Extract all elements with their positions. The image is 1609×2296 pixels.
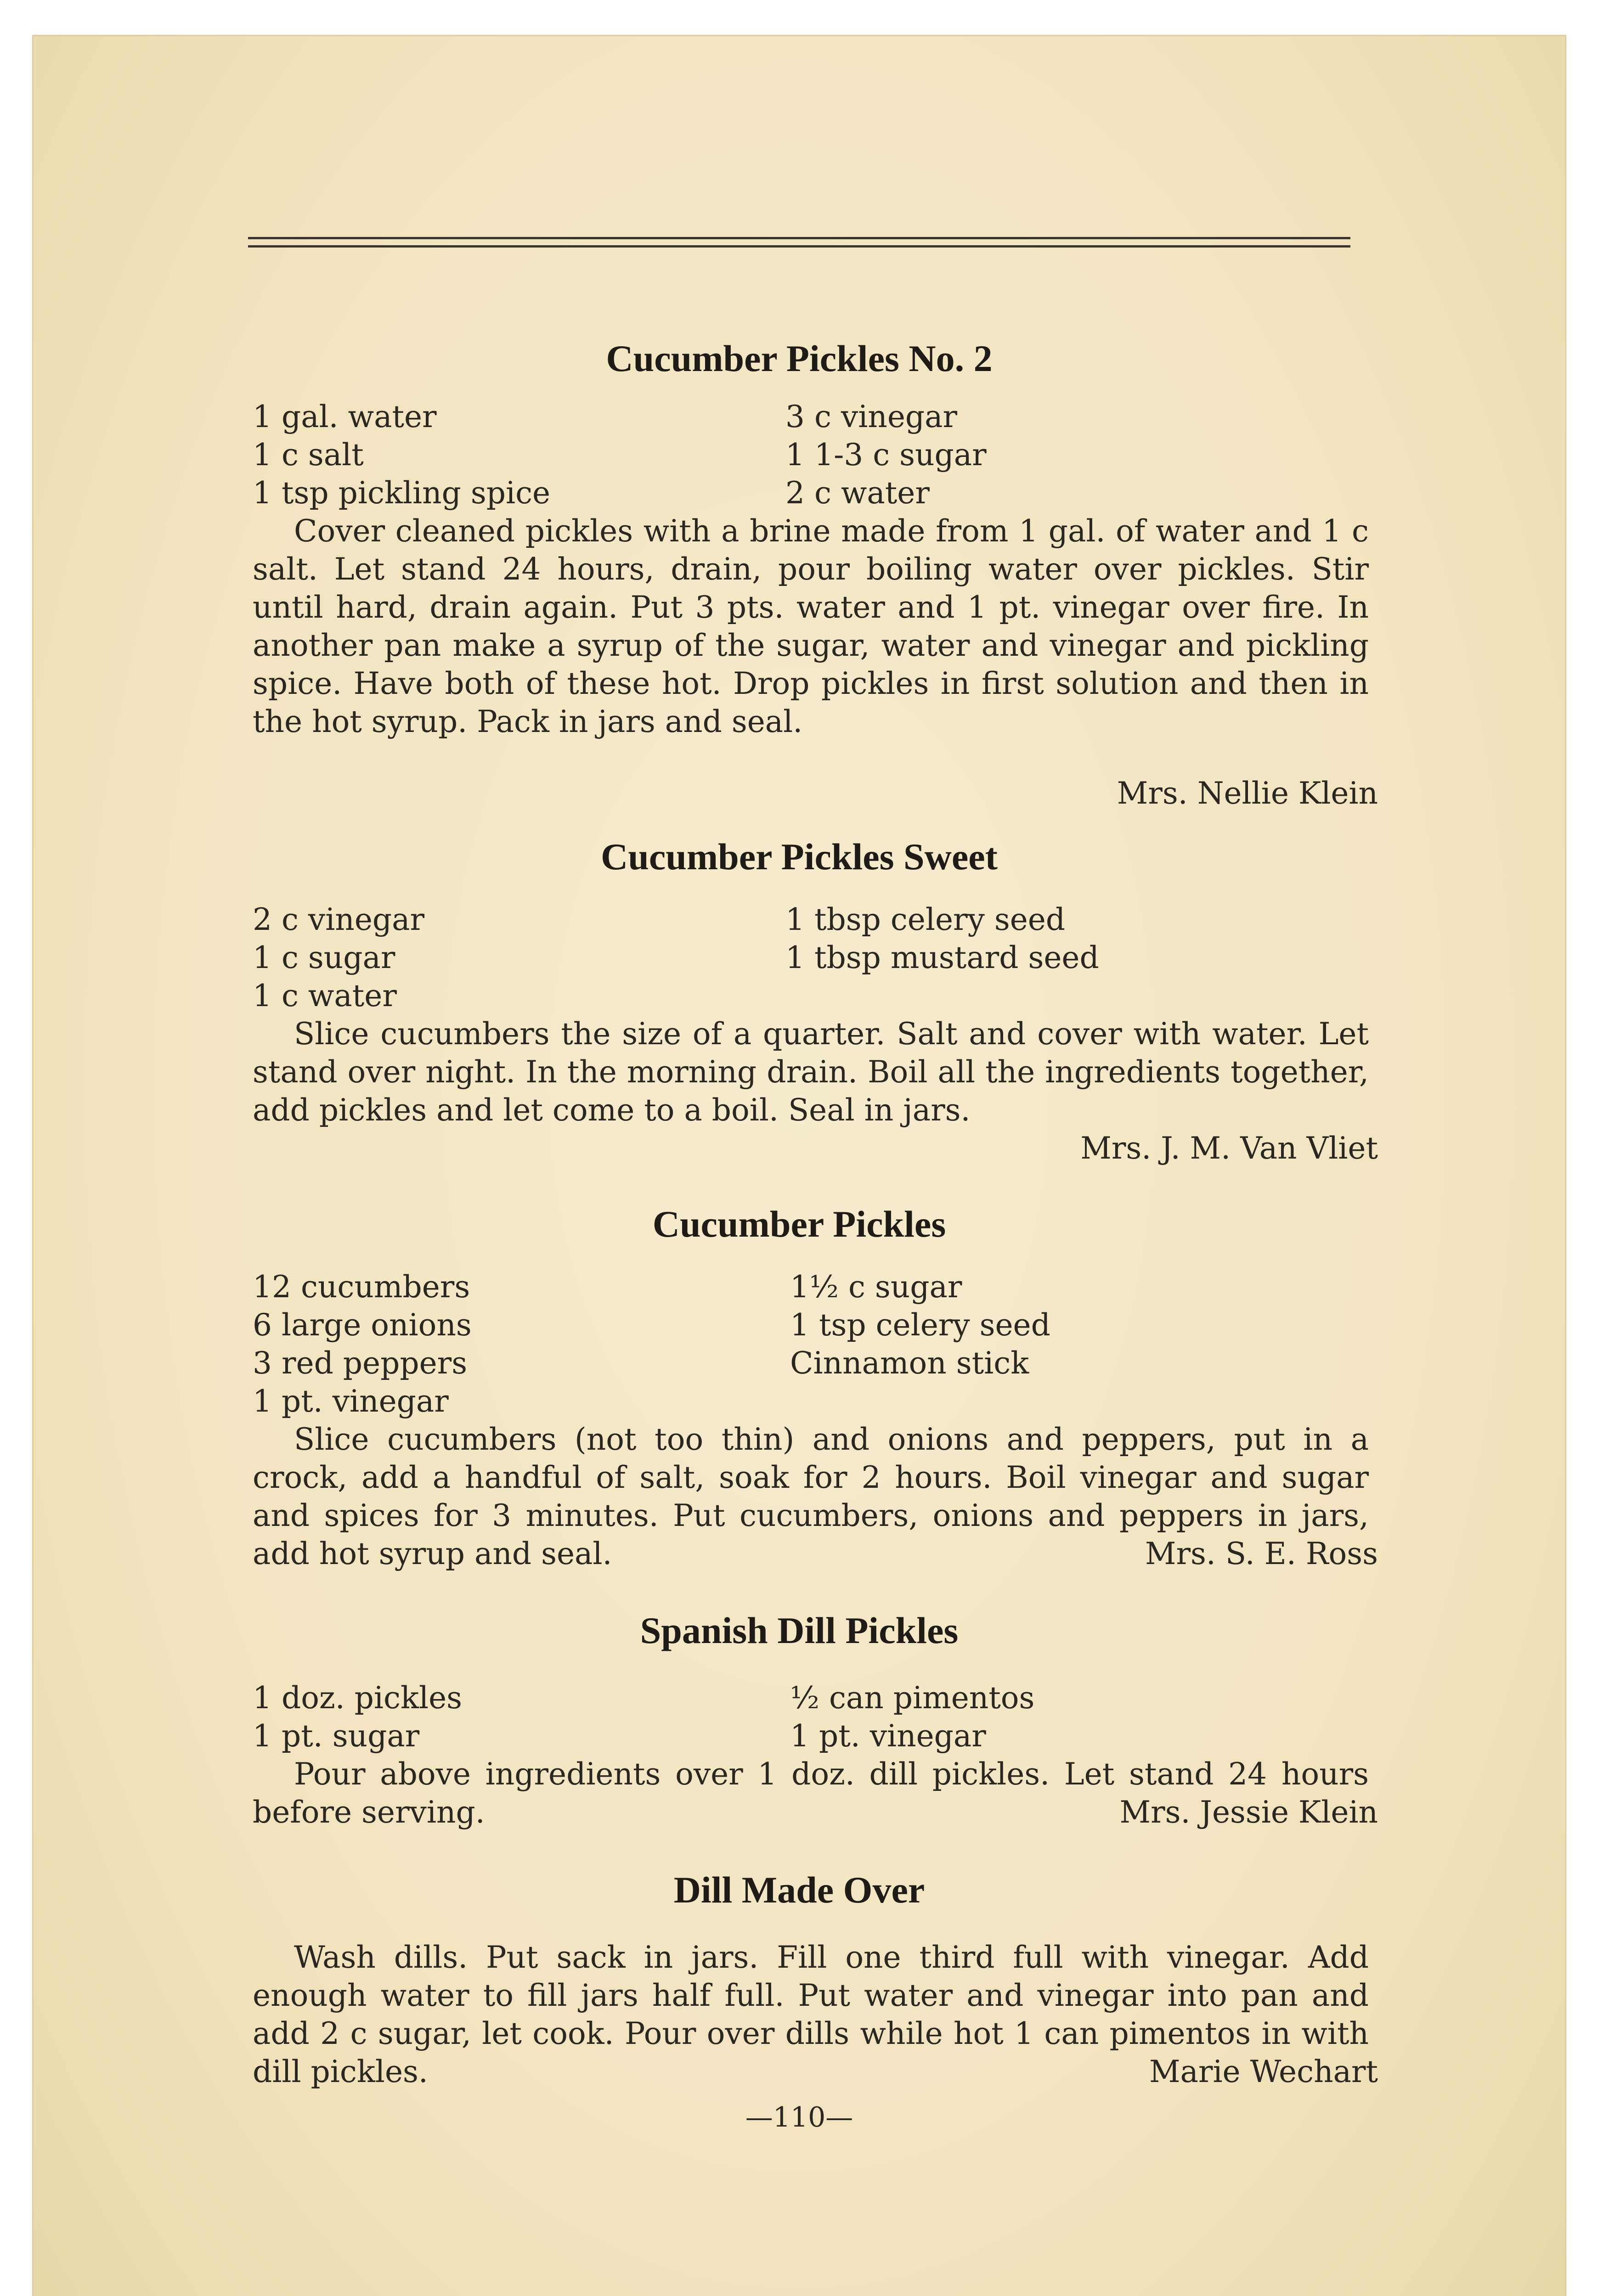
- ingredient-list-right: [785, 900, 1099, 977]
- ingredient: 1 doz. pickles: [253, 1680, 463, 1716]
- recipe-author: Mrs. Nellie Klein: [1117, 776, 1378, 811]
- directions-text: Slice cucumbers the size of a quarter. Salt and cover with water. Let stand over night. In the morning drain. Boil all the ingredients together, add pickles and let come to a boil. Seal in jars.: [253, 1016, 1369, 1128]
- directions-text: Pour above ingredients over 1 doz. dill pickles. Let stand 24 hours before serving.: [253, 1756, 1369, 1830]
- ingredient: 3 red peppers: [253, 1345, 468, 1381]
- ingredient-list-right: [790, 1268, 1050, 1382]
- ingredient: 1 c salt: [253, 437, 364, 473]
- ingredient: 3 c vinegar: [785, 399, 958, 434]
- ingredient-list-right: [790, 1679, 1034, 1755]
- ingredient: 1 tsp pickling spice: [253, 475, 551, 511]
- header-rule-bottom: [248, 245, 1350, 248]
- cookbook-page: [32, 35, 1566, 2296]
- ingredient: 1 pt. vinegar: [253, 1384, 449, 1419]
- ingredient: 1 tbsp mustard seed: [785, 940, 1099, 975]
- ingredient: Cinnamon stick: [790, 1345, 1029, 1381]
- ingredient: 6 large onions: [253, 1307, 472, 1343]
- recipe-title: Cucumber Pickles Sweet: [601, 836, 998, 878]
- recipe-author: Marie Wechart: [1149, 2054, 1378, 2089]
- recipe-author: Mrs. Jessie Klein: [1119, 1795, 1378, 1830]
- ingredient: 1 pt. sugar: [253, 1718, 420, 1754]
- ingredient-list-left: [253, 1268, 472, 1420]
- ingredient: 1 tsp celery seed: [790, 1307, 1050, 1343]
- recipe-directions: [253, 512, 1369, 741]
- recipe-title: Spanish Dill Pickles: [640, 1609, 959, 1651]
- page-number: —110—: [745, 2101, 853, 2133]
- ingredient: 1 gal. water: [253, 399, 437, 434]
- ingredient-list-right: [785, 398, 987, 512]
- recipe-title: Cucumber Pickles No. 2: [606, 338, 993, 379]
- ingredient: 1½ c sugar: [790, 1269, 962, 1305]
- directions-text: Wash dills. Put sack in jars. Fill one third full with vinegar. Add enough water to fill jars half full. Put water and vinegar into pan and add 2 c sugar, let cook. Pour over dills while hot 1 can pimentos in with dill pickles.: [253, 1940, 1369, 2089]
- ingredient-list-left: [253, 900, 424, 1015]
- ingredient: 1 c sugar: [253, 940, 395, 975]
- ingredient: 2 c vinegar: [253, 902, 425, 937]
- directions-text: Cover cleaned pickles with a brine made from 1 gal. of water and 1 c salt. Let stand 24 hours, drain, pour boiling water over pickles. Stir until hard, drain again. Put 3 pts. water and 1 pt. vinegar over fire. In another pan make a syrup of the sugar, water and vinegar and pickling spice. Have both of these hot. Drop pickles in first solution and then in the hot syrup. Pack in jars and seal.: [253, 513, 1369, 739]
- recipe-title: Dill Made Over: [673, 1869, 925, 1911]
- ingredient: 1 pt. vinegar: [790, 1718, 986, 1754]
- recipe-directions: [253, 1015, 1369, 1129]
- ingredient: 1 c water: [253, 978, 397, 1013]
- recipe-author: Mrs. J. M. Van Vliet: [1080, 1131, 1378, 1166]
- recipe-author: Mrs. S. E. Ross: [1145, 1536, 1378, 1571]
- ingredient: 1 1-3 c sugar: [785, 437, 987, 473]
- ingredient: 12 cucumbers: [253, 1269, 470, 1305]
- ingredient: 2 c water: [785, 475, 930, 511]
- ingredient: 1 tbsp celery seed: [785, 902, 1066, 937]
- directions-text: Slice cucumbers (not too thin) and onions and peppers, put in a crock, add a handful of salt, soak for 2 hours. Boil vinegar and sugar and spices for 3 minutes. Put cucumbers, onions and peppers in jars, add hot syrup and seal.: [253, 1422, 1369, 1571]
- header-rule-top: [248, 237, 1350, 239]
- ingredient-list-left: [253, 1679, 462, 1755]
- ingredient: ½ can pimentos: [790, 1680, 1035, 1716]
- recipe-title: Cucumber Pickles: [652, 1203, 946, 1245]
- ingredient-list-left: [253, 398, 550, 512]
